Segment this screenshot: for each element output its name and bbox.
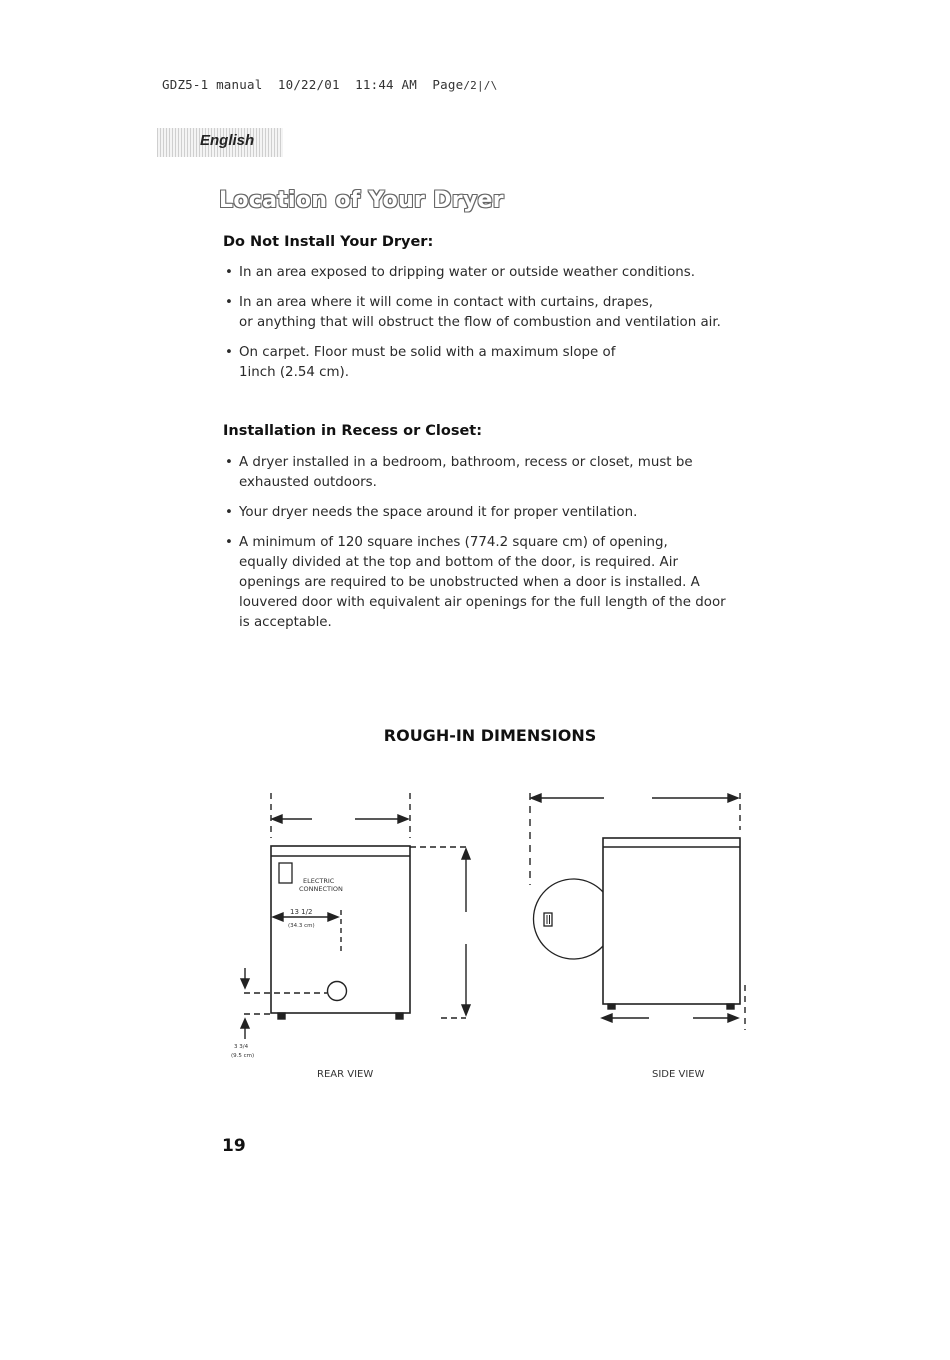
dim-horizontal-label-1: 13 1/2 xyxy=(290,908,313,916)
page-title: Location of Your Dryer xyxy=(219,188,504,213)
electric-connection-label-2: CONNECTION xyxy=(299,885,343,893)
rear-view-drawing xyxy=(241,793,470,1039)
rear-view-caption: REAR VIEW xyxy=(317,1069,374,1080)
page-number: 19 xyxy=(222,1136,246,1156)
page-mark: /2|/\ xyxy=(463,79,498,92)
diagram-title: ROUGH-IN DIMENSIONS xyxy=(383,726,597,745)
list-item: • In an area where it will come in contact with curtains, drapes, or anything that will obstruct the flow of combustion and ventilation air. xyxy=(225,293,745,333)
side-view-drawing xyxy=(530,793,745,1030)
dim-bottom-label-1: 3 3/4 xyxy=(234,1044,249,1050)
dim-bottom-label-2: (9.5 cm) xyxy=(231,1053,255,1059)
list-item: • A minimum of 120 square inches (774.2 square cm) of opening, equally divided at the top and bottom of the door, is required. Air openings are required to be unobstructed when a door is installed. A louvered door with equivalent air openings for the full length of the door is acceptable. xyxy=(225,533,745,633)
side-view-caption: SIDE VIEW xyxy=(652,1069,705,1080)
list-item: • In an area exposed to dripping water or outside weather conditions. xyxy=(225,263,745,283)
dim-horizontal-label-2: (34.3 cm) xyxy=(288,923,315,929)
list-item: • On carpet. Floor must be solid with a maximum slope of 1inch (2.54 cm). xyxy=(225,343,745,383)
print-info: GDZ5-1 manual 10/22/01 11:44 AM Page xyxy=(162,77,464,92)
section-heading-do-not-install: Do Not Install Your Dryer: xyxy=(223,234,434,250)
list-item: • Your dryer needs the space around it for proper ventilation. xyxy=(225,503,745,523)
section-heading-recess-closet: Installation in Recess or Closet: xyxy=(223,423,483,439)
electric-connection-label-1: ELECTRIC xyxy=(303,877,335,885)
language-tab-label: English xyxy=(200,132,255,149)
list-item: • A dryer installed in a bedroom, bathroom, recess or closet, must be exhausted outdoors. xyxy=(225,453,745,493)
